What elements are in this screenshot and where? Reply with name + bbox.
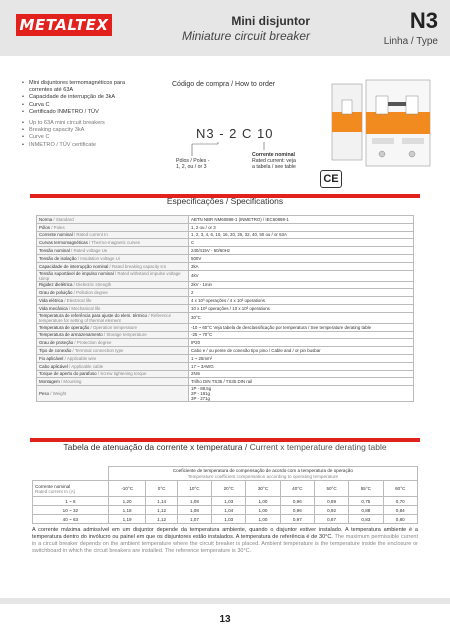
- spec-row: [37, 223, 414, 231]
- spec-value: 4 x 10³ operações / 4 x 10³ operations: [189, 297, 414, 305]
- order-poles-label: Pólos / Poles - 1, 2, ou / or 3: [176, 158, 210, 170]
- spec-row: [37, 270, 414, 281]
- product-title-en: Miniature circuit breaker: [181, 29, 310, 43]
- spec-value: 3kA: [189, 262, 414, 270]
- derating-temp-header: 20°C: [212, 481, 246, 497]
- spec-value: -25 ~ 70°C: [189, 331, 414, 339]
- spec-row: [37, 304, 414, 312]
- derating-range: 10 ~ 32: [33, 506, 109, 515]
- derating-row-label: Corrente nominal Rated current In (A): [33, 481, 109, 497]
- spec-value: C: [189, 239, 414, 247]
- feature-item-pt: • Certificado INMETRO / TÜV: [22, 109, 167, 116]
- derating-value: 0,92: [314, 506, 348, 515]
- spec-row: [37, 281, 414, 289]
- feature-item-pt: • Mini disjuntores termomagnéticos para: [22, 80, 167, 87]
- spec-row: [37, 297, 414, 305]
- spec-row: [37, 386, 414, 402]
- feature-item-en: • Curve C: [22, 134, 167, 141]
- feature-item-pt: correntes até 63A: [29, 87, 74, 94]
- model-code: N3: [409, 8, 438, 33]
- feature-list: [22, 80, 167, 149]
- derating-value: 0,96: [280, 506, 314, 515]
- derating-value: 1,12: [146, 515, 177, 524]
- spec-row: [37, 247, 414, 255]
- spec-key: Peso / Weight: [37, 386, 189, 402]
- spec-row: [37, 347, 414, 355]
- spec-key: Curvas termomagnéticas / Thermo-magnetic curves: [37, 239, 189, 247]
- spec-key: Fio aplicável / Applicable wire: [37, 354, 189, 362]
- spec-key: Torque de aperto do parafuso / Screw tightening torque: [37, 370, 189, 378]
- spec-key: Grau de poluição / Pollution degree: [37, 289, 189, 297]
- spec-value: IP20: [189, 339, 414, 347]
- spec-key: Temperatura de operação / Operation temperature: [37, 323, 189, 331]
- spec-value: ABTN NBR NM60898-1 (INMETRO) / IEC60898-1: [189, 216, 414, 224]
- spec-key: Tipo de conexão / Terminal connection type: [37, 347, 189, 355]
- derating-value: 1,12: [146, 506, 177, 515]
- brand-logo: METALTEX: [16, 14, 112, 36]
- derating-temp-header: 50°C: [314, 481, 348, 497]
- feature-list-pt: [22, 80, 167, 116]
- spec-row: [37, 362, 414, 370]
- feature-item-en: • Breaking capacity 3kA: [22, 127, 167, 134]
- derating-value: 0,70: [383, 497, 418, 506]
- derating-value: 1,08: [177, 506, 211, 515]
- derating-value: 1,07: [177, 515, 211, 524]
- derating-temp-header: 30°C: [246, 481, 280, 497]
- spec-key: Capacidade de interrupção nominal / Rated breaking capacity Icn: [37, 262, 189, 270]
- derating-row: [33, 497, 418, 506]
- ce-mark: CE: [320, 170, 342, 188]
- derating-value: 1,00: [246, 497, 280, 506]
- order-title: Código de compra / How to order: [172, 81, 276, 88]
- spec-row: [37, 339, 414, 347]
- derating-note: A corrente máxima admissível em um disjuntor depende da temperatura ambiente, quando o disjuntor estiver instalado. A temperatura ambiente é a temperatura dentro do invólucro ou painel em que os disjuntores estão instalados. A temperatura de referência é de 30°C. The maximum permissible current in a circuit breaker depends on the ambient temperature where the circuit breaker is placed. Ambient temperature is the temperature inside the enclosure or switchboard in which the circuit breakers are installed. The reference temperature is 30°C.: [32, 527, 419, 554]
- spec-key: Grau de proteção / Protection degree: [37, 339, 189, 347]
- spec-row: [37, 289, 414, 297]
- feature-item-pt: • Curva C: [22, 102, 167, 109]
- derating-table: [32, 466, 418, 524]
- spec-key: Temperatura de referência para ajuste do elem. térmico / Reference temperature for setting of thermal element: [37, 312, 189, 323]
- spec-value: Cabo e / ou pente de conexão tipo pino / Cable and / or pin busbar: [189, 347, 414, 355]
- derating-temp-header: -10°C: [108, 481, 146, 497]
- spec-key: Corrente nominal / Rated current In: [37, 231, 189, 239]
- spec-key: Pólos / Poles: [37, 223, 189, 231]
- derating-value: 0,80: [383, 515, 418, 524]
- feature-item-en: • INMETRO / TÜV certificate: [22, 142, 167, 149]
- derating-value: 1,18: [108, 506, 146, 515]
- derating-header: Coeficiente de temperatura de compensação de acordo com a temperatura de operação Temperature coefficient compensation according to operating temperature: [108, 467, 417, 481]
- spec-row: [37, 262, 414, 270]
- spec-table: [36, 215, 414, 402]
- footer-bar: [0, 598, 450, 604]
- derating-value: 0,89: [314, 497, 348, 506]
- spec-value: 1P - 88,5g 2P - 181g 3P - 271g: [189, 386, 414, 402]
- derating-value: 1,03: [212, 515, 246, 524]
- spec-key: Rigidez dielétrica / Dielectric strength: [37, 281, 189, 289]
- derating-temp-header: 10°C: [177, 481, 211, 497]
- derating-temp-header: 40°C: [280, 481, 314, 497]
- spec-value: 1 ~ 25mm²: [189, 354, 414, 362]
- derating-value: 1,20: [108, 497, 146, 506]
- derating-row: [33, 515, 418, 524]
- order-code: N3 - 2 C 10: [196, 126, 274, 141]
- derating-value: 1,08: [177, 497, 211, 506]
- spec-value: 500V: [189, 254, 414, 262]
- derating-value: 1,00: [246, 515, 280, 524]
- spec-value: 240/415V - 50/60Hz: [189, 247, 414, 255]
- spec-row: [37, 231, 414, 239]
- spec-row: [37, 216, 414, 224]
- spec-key: Cabo aplicável / Applicable cable: [37, 362, 189, 370]
- derating-value: 0,75: [349, 497, 383, 506]
- derating-temp-header: 0°C: [146, 481, 177, 497]
- derating-value: 1,03: [212, 497, 246, 506]
- derating-value: 1,00: [246, 506, 280, 515]
- derating-value: 0,83: [349, 515, 383, 524]
- model-subtitle: Linha / Type: [383, 36, 438, 47]
- feature-list-en: [22, 120, 167, 149]
- spec-row: [37, 378, 414, 386]
- spec-key: Tensão nominal / Rated voltage Ue: [37, 247, 189, 255]
- derating-value: 1,04: [212, 506, 246, 515]
- derating-range: 40 ~ 63: [33, 515, 109, 524]
- derating-temp-header: 60°C: [383, 481, 418, 497]
- derating-row: [33, 506, 418, 515]
- spec-row: [37, 331, 414, 339]
- derating-value: 0,96: [280, 497, 314, 506]
- spec-row: [37, 239, 414, 247]
- order-current-label: Corrente nominal Rated current: veja a tabela / see table: [252, 152, 296, 170]
- breaker-product-image: [330, 72, 440, 172]
- derating-value: 1,19: [108, 515, 146, 524]
- derating-value: 1,14: [146, 497, 177, 506]
- spec-value: 4kV: [189, 270, 414, 281]
- page-header: [0, 0, 450, 56]
- spec-key: Tensão de isolação / Insulation voltage Ui: [37, 254, 189, 262]
- spec-key: Temperatura de armazenamento / Storage temperature: [37, 331, 189, 339]
- derating-value: 0,87: [314, 515, 348, 524]
- spec-value: 2kV - 1min: [189, 281, 414, 289]
- spec-value: 17 ~ 3AWG: [189, 362, 414, 370]
- derating-section-title: Tabela de atenuação da corrente x temperatura / Current x temperature derating table: [63, 442, 387, 452]
- spec-row: [37, 323, 414, 331]
- derating-value: 0,97: [280, 515, 314, 524]
- spec-key: Vida mecânica / Mechanical life: [37, 304, 189, 312]
- spec-row: [37, 254, 414, 262]
- derating-value: 0,84: [383, 506, 418, 515]
- spec-key: Montagem / Mounting: [37, 378, 189, 386]
- feature-item-en: • Up to 63A mini circuit breakers: [22, 120, 167, 127]
- derating-value: 0,88: [349, 506, 383, 515]
- spec-value: 2Nm: [189, 370, 414, 378]
- page-number: 13: [219, 614, 231, 625]
- spec-value: 30°C: [189, 312, 414, 323]
- spec-row: [37, 370, 414, 378]
- spec-value: 10 x 10³ operações / 10 x 10³ operations: [189, 304, 414, 312]
- spec-value: 1, 2 ou / or 3: [189, 223, 414, 231]
- product-title: Mini disjuntor: [231, 14, 310, 28]
- spec-row: [37, 354, 414, 362]
- spec-key: Vida elétrica / Electrical life: [37, 297, 189, 305]
- spec-row: [37, 312, 414, 323]
- derating-temp-header: 55°C: [349, 481, 383, 497]
- feature-item-pt: • Capacidade de interrupção de 3kA: [22, 94, 167, 101]
- spec-key: Norma / Standard: [37, 216, 189, 224]
- spec-value: Trilho DIN TS35 / TS35 DIN rail: [189, 378, 414, 386]
- spec-value: -10 ~ 60°C Veja tabela de desclassificação por temperatura / See temperature derating table: [189, 323, 414, 331]
- spec-section-title: Especificações / Specifications: [166, 196, 284, 206]
- spec-value: 1, 2, 3, 4, 6, 10, 16, 20, 25, 32, 40, 50 ou / or 63A: [189, 231, 414, 239]
- spec-key: Tensão suportável de impulso nominal / Rated withstand impulse voltage Uimp: [37, 270, 189, 281]
- derating-range: 1 ~ 6: [33, 497, 109, 506]
- spec-value: 2: [189, 289, 414, 297]
